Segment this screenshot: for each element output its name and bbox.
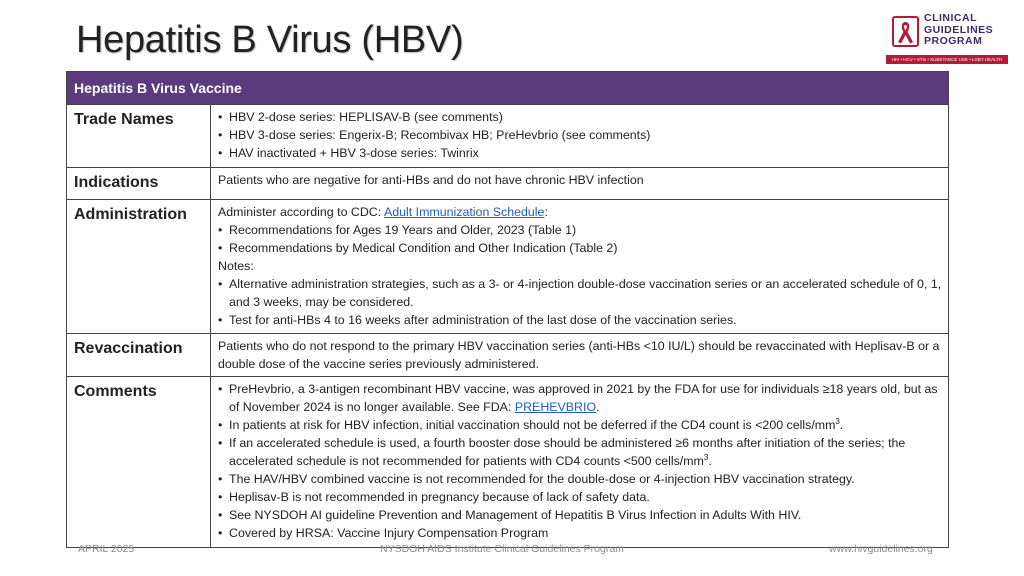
table-row-administration xyxy=(67,200,948,334)
footer-date: APRIL 2025 xyxy=(78,543,135,555)
list-item: • The HAV/HBV combined vaccine is not recommended for the double-dose or 4-injection HBV vaccination strategy. xyxy=(218,470,942,488)
row-content: Patients who do not respond to the primary HBV vaccination series (anti-HBs <10 IU/L) should be revaccinated with Heplisav-B or a double dose of the vaccine series previously administered. xyxy=(218,339,940,371)
row-label: Administration xyxy=(67,200,211,333)
footer-program: NYSDOH AIDS Institute Clinical Guidelines Program xyxy=(380,543,624,555)
notes-label: Notes: xyxy=(218,259,254,273)
adult-immunization-schedule-link[interactable]: Adult Immunization Schedule xyxy=(383,205,545,219)
list-item: • In patients at risk for HBV infection, initial vaccination should not be deferred if the CD4 count is <200 cells/$mm^3$. xyxy=(218,416,942,434)
logo-tagline: HIV • HCV • STIs • SUBSTANCE USE • LGBT HEALTH xyxy=(886,55,1008,64)
list-item: • HBV 3-dose series: Engerix-B; Recombivax HB; PreHevbrio (see comments) xyxy=(218,126,942,144)
list-item: • HAV inactivated + HBV 3-dose series: Twinrix xyxy=(218,144,942,162)
list-item: • If an accelerated schedule is used, a fourth booster dose should be administered ≥6 months after initiation of the series; the accelerated schedule is not recommended for patients with CD4 counts <500 cells/$mm^3$. xyxy=(218,434,942,470)
table-header: Hepatitis B Virus Vaccine xyxy=(67,72,948,105)
ribbon-icon xyxy=(892,16,919,47)
footer-url[interactable]: www.hivguidelines.org xyxy=(829,543,933,555)
table-row-trade-names xyxy=(67,105,948,168)
row-content xyxy=(211,200,948,333)
table-row-comments xyxy=(67,377,948,547)
administration-intro: Administer according to CDC: Adult Immunization Schedule: xyxy=(218,205,548,219)
row-content: Patients who are negative for anti-HBs and do not have chronic HBV infection xyxy=(218,173,644,187)
prehevbrio-link[interactable]: PREHEVBRIO xyxy=(514,400,597,414)
row-content xyxy=(211,105,948,167)
row-label: Revaccination xyxy=(67,334,211,376)
row-label: Trade Names xyxy=(67,105,211,167)
vaccine-table xyxy=(66,71,949,548)
row-label: Indications xyxy=(67,168,211,199)
list-item: • Recommendations for Ages 19 Years and Older, 2023 (Table 1) xyxy=(218,221,942,239)
list-item: • PreHevbrio, a 3-antigen recombinant HBV vaccine, was approved in 2021 by the FDA for use for individuals ≥18 years old, but as of November 2024 is no longer available. See FDA: PREHEVBRIO. xyxy=(218,380,942,416)
table-row-indications xyxy=(67,168,948,200)
list-item: • Test for anti-HBs 4 to 16 weeks after administration of the last dose of the vaccination series. xyxy=(218,311,942,329)
list-item: • HBV 2-dose series: HEPLISAV-B (see comments) xyxy=(218,108,942,126)
page-title: Hepatitis B Virus (HBV) xyxy=(76,19,464,61)
list-item: • See NYSDOH AI guideline Prevention and Management of Hepatitis B Virus Infection in Adults With HIV. xyxy=(218,506,942,524)
list-item: • Alternative administration strategies, such as a 3- or 4-injection double-dose vaccination series or an accelerated schedule of 0, 1, and 3 weeks, may be considered. xyxy=(218,275,942,311)
list-item: • Heplisav-B is not recommended in pregnancy because of lack of safety data. xyxy=(218,488,942,506)
row-content xyxy=(211,377,948,547)
row-label: Comments xyxy=(67,377,211,547)
logo-wordmark: CLINICAL GUIDELINES PROGRAM xyxy=(924,12,994,47)
table-row-revaccination xyxy=(67,334,948,377)
list-item: • Covered by HRSA: Vaccine Injury Compensation Program xyxy=(218,524,942,542)
list-item: • Recommendations by Medical Condition and Other Indication (Table 2) xyxy=(218,239,942,257)
clinical-guidelines-logo[interactable] xyxy=(886,13,1008,65)
